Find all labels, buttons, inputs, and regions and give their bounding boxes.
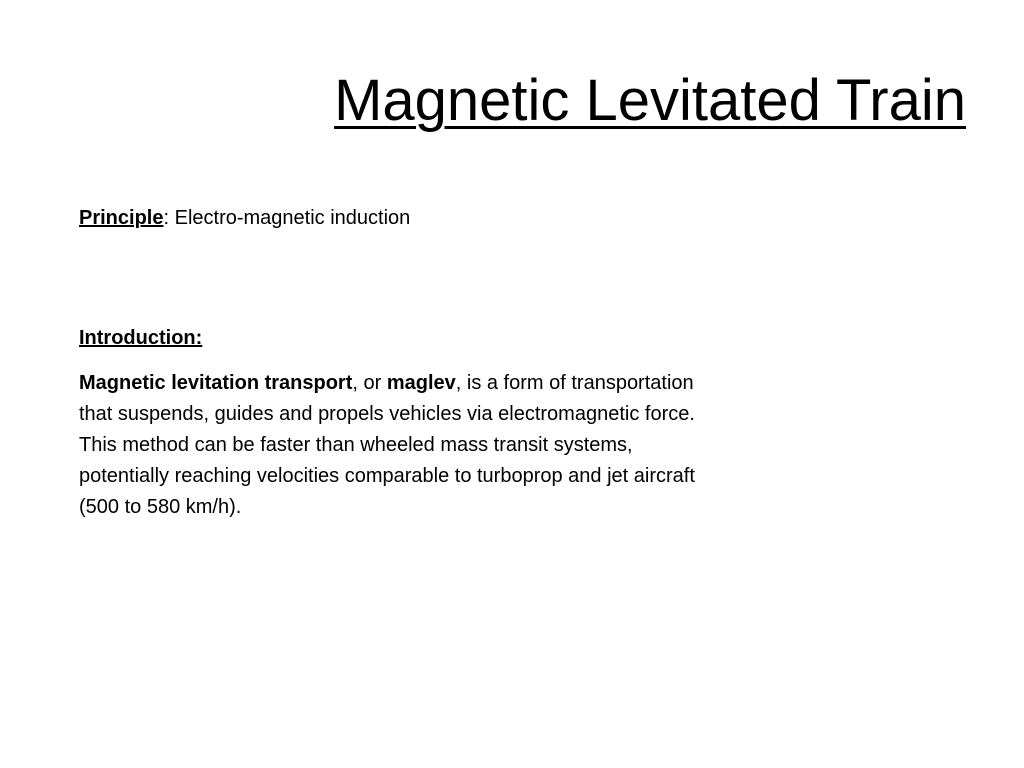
- principle-text: Electro-magnetic induction: [169, 207, 411, 229]
- principle-separator: :: [163, 207, 170, 229]
- principle-label: Principle: [79, 207, 164, 229]
- introduction-line-2: that suspends, guides and propels vehicles via electromagnetic force.: [79, 403, 695, 425]
- term-magnetic-levitation-transport: Magnetic levitation transport: [79, 372, 353, 394]
- slide-title: Magnetic Levitated Train: [334, 68, 966, 133]
- connector-text: , or: [352, 372, 387, 394]
- introduction-heading: Introduction:: [79, 327, 203, 349]
- introduction-line-1: [79, 368, 879, 399]
- term-maglev: maglev: [386, 372, 456, 394]
- introduction-line-4: potentially reaching velocities comparable to turboprop and jet aircraft: [79, 465, 695, 487]
- introduction-line-1-rest: , is a form of transportation: [455, 372, 694, 394]
- introduction-body: [79, 368, 879, 523]
- introduction-line-3: This method can be faster than wheeled mass transit systems,: [79, 434, 633, 456]
- introduction-line-5: (500 to 580 km/h).: [79, 496, 242, 518]
- principle-line: [79, 204, 410, 232]
